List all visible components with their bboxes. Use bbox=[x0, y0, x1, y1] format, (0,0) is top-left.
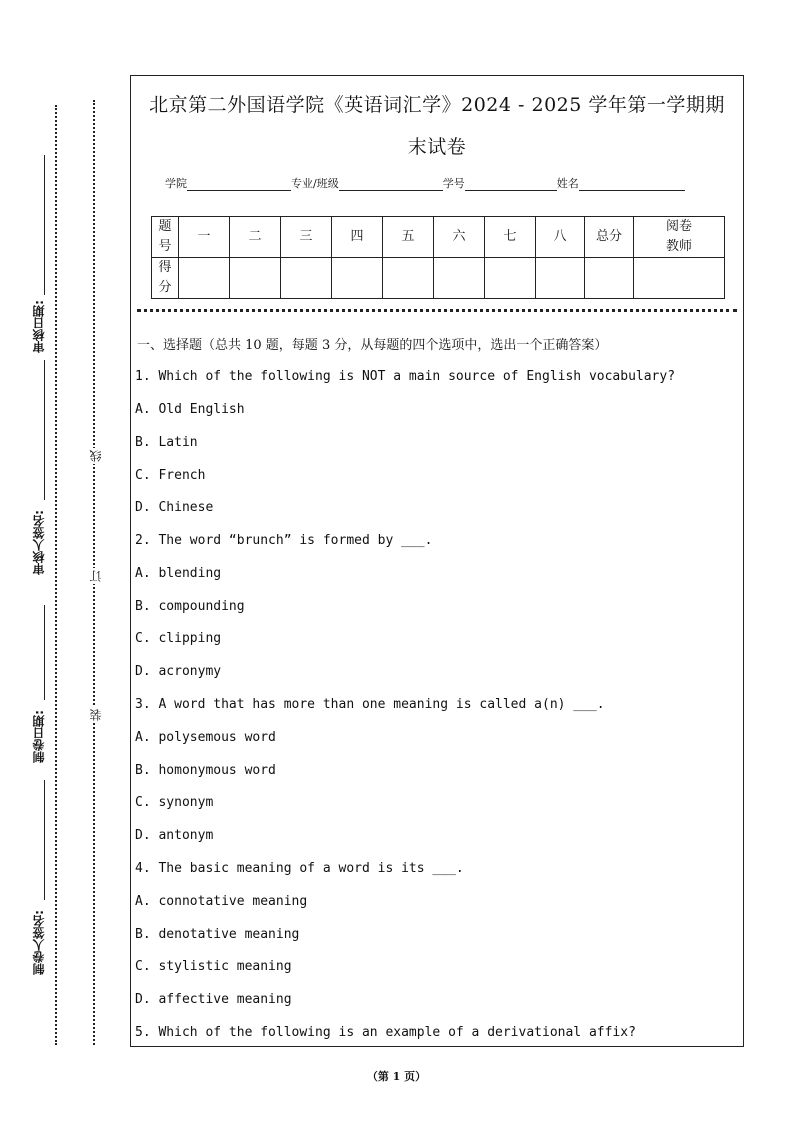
student-info-row bbox=[165, 175, 685, 191]
header-cell: 一 bbox=[179, 217, 230, 258]
info-label-major-class: 专业/班级 bbox=[291, 177, 339, 190]
page-number: （第 1 页） bbox=[366, 1070, 427, 1083]
option-3b: B. homonymous word bbox=[135, 763, 276, 778]
exam-frame bbox=[130, 75, 744, 1047]
student-id-field[interactable] bbox=[465, 178, 557, 191]
header-cell: 二 bbox=[230, 217, 281, 258]
margin-blank-reviewer-signature bbox=[44, 360, 45, 500]
score-cell[interactable] bbox=[230, 258, 281, 299]
score-table-score-row bbox=[152, 258, 725, 299]
margin-dotted-line-outer bbox=[55, 105, 57, 1045]
header-cell-grader: 阅卷 教师 bbox=[634, 217, 725, 258]
section-separator bbox=[137, 309, 737, 312]
margin-label-make-date: 制卷日期: bbox=[32, 710, 46, 763]
option-2c: C. clipping bbox=[135, 631, 222, 646]
option-2a: A. blending bbox=[135, 566, 222, 581]
binding-char-line: 线 bbox=[89, 450, 103, 462]
margin-label-reviewer-signature: 审核人签名: bbox=[32, 510, 46, 575]
score-label-cell: 得 分 bbox=[152, 258, 179, 299]
margin-label-maker-signature: 制卷人签名: bbox=[32, 910, 46, 975]
option-4a: A. connotative meaning bbox=[135, 894, 308, 909]
score-cell[interactable] bbox=[434, 258, 485, 299]
option-2b: B. compounding bbox=[135, 599, 245, 614]
option-1a: A. Old English bbox=[135, 402, 245, 417]
binding-char-staple: 订 bbox=[89, 570, 103, 582]
option-3d: D. antonym bbox=[135, 828, 214, 843]
major-class-field[interactable] bbox=[339, 178, 443, 191]
score-table bbox=[151, 216, 725, 299]
option-1c: C. French bbox=[135, 468, 206, 483]
score-cell[interactable] bbox=[281, 258, 332, 299]
margin-blank-review-date bbox=[44, 155, 45, 295]
section1-heading: 一、选择题（总共 10 题，每题 3 分，从每题的四个选项中，选出一个正确答案） bbox=[137, 338, 608, 353]
option-3a: A. polysemous word bbox=[135, 730, 276, 745]
info-label-name: 姓名 bbox=[556, 177, 579, 190]
score-table-header-row bbox=[152, 217, 725, 258]
question-5: 5. Which of the following is an example of a derivational affix? bbox=[135, 1025, 636, 1040]
score-cell[interactable] bbox=[332, 258, 383, 299]
header-cell: 六 bbox=[434, 217, 485, 258]
question-1: 1. Which of the following is NOT a main source of English vocabulary? bbox=[135, 369, 676, 384]
score-cell[interactable] bbox=[179, 258, 230, 299]
name-field[interactable] bbox=[579, 178, 685, 191]
option-4b: B. denotative meaning bbox=[135, 927, 300, 942]
score-cell[interactable] bbox=[536, 258, 585, 299]
option-3c: C. synonym bbox=[135, 795, 214, 810]
question-4: 4. The basic meaning of a word is its ___. bbox=[135, 861, 464, 876]
exam-title-line1: 北京第二外国语学院《英语词汇学》2024 - 2025 学年第一学期期 bbox=[149, 94, 725, 116]
option-4d: D. affective meaning bbox=[135, 992, 292, 1007]
header-cell: 七 bbox=[485, 217, 536, 258]
college-field[interactable] bbox=[187, 178, 291, 191]
score-cell-grader[interactable] bbox=[634, 258, 725, 299]
header-cell: 五 bbox=[383, 217, 434, 258]
header-label-cell: 题 号 bbox=[152, 217, 179, 258]
question-2: 2. The word “brunch” is formed by ___. bbox=[135, 533, 433, 548]
option-2d: D. acronymy bbox=[135, 664, 222, 679]
option-1d: D. Chinese bbox=[135, 500, 214, 515]
header-cell: 四 bbox=[332, 217, 383, 258]
info-label-college: 学院 bbox=[165, 177, 187, 190]
margin-blank-maker-signature bbox=[44, 780, 45, 900]
option-1b: B. Latin bbox=[135, 435, 198, 450]
header-cell: 三 bbox=[281, 217, 332, 258]
question-3: 3. A word that has more than one meaning is called a(n) ___. bbox=[135, 697, 605, 712]
header-cell-total: 总分 bbox=[585, 217, 634, 258]
margin-blank-make-date bbox=[44, 605, 45, 700]
score-cell[interactable] bbox=[383, 258, 434, 299]
margin-label-review-date: 审核日期: bbox=[32, 300, 46, 353]
binding-char-bind: 装 bbox=[89, 709, 103, 721]
score-cell[interactable] bbox=[485, 258, 536, 299]
exam-title-line2: 末试卷 bbox=[407, 136, 467, 158]
header-cell: 八 bbox=[536, 217, 585, 258]
info-label-student-id: 学号 bbox=[442, 177, 465, 190]
score-cell-total[interactable] bbox=[585, 258, 634, 299]
option-4c: C. stylistic meaning bbox=[135, 959, 292, 974]
